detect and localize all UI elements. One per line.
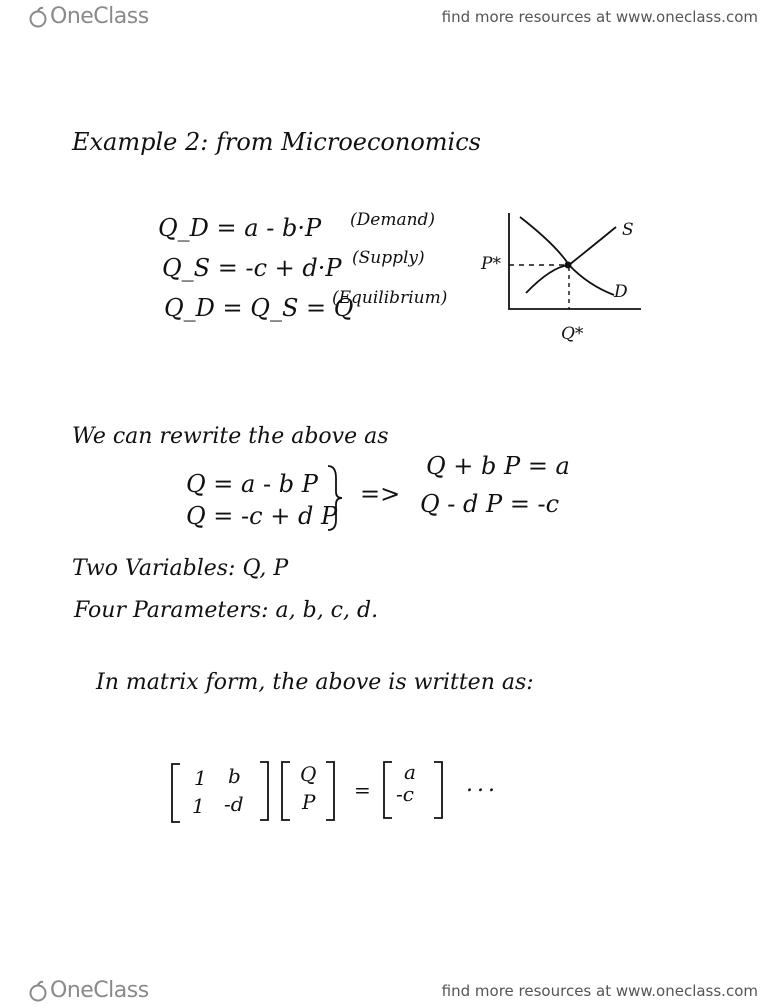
price-star-label: P* [481, 254, 501, 274]
equilibrium-label: (Equilibrium) [332, 288, 448, 308]
rewrite-demand: Q = a - b P [186, 470, 318, 498]
supply-curve-label: S [622, 220, 634, 240]
linear-eq-1: Q + b P = a [426, 452, 570, 480]
rewrite-brace [324, 462, 346, 534]
matrix-intro: In matrix form, the above is written as: [96, 670, 534, 695]
matrix-a22: -d [224, 792, 244, 816]
vector-b1: a [404, 760, 416, 784]
oneclass-brand[interactable] [28, 4, 149, 29]
matrix-brackets [168, 760, 468, 830]
demand-curve [520, 217, 614, 295]
variables-line: Two Variables: Q, P [72, 556, 289, 581]
linear-eq-2: Q - d P = -c [420, 490, 560, 518]
equilibrium-equation: Q_D = Q_S = Q [164, 294, 354, 322]
matrix-equation [168, 760, 468, 830]
vector-x1: Q [300, 762, 317, 786]
supply-label: (Supply) [352, 248, 425, 268]
oneclass-brand-footer[interactable] [28, 978, 149, 1003]
vector-x2: P [302, 790, 316, 814]
brand-name: OneClass [50, 4, 149, 29]
page-header [0, 0, 784, 34]
demand-equation: Q_D = a - b·P [158, 214, 322, 242]
brand-name-footer: OneClass [50, 978, 149, 1003]
implies-arrow: => [360, 480, 401, 508]
matrix-a21: 1 [192, 794, 205, 818]
resources-link-footer[interactable]: find more resources at www.oneclass.com [441, 982, 758, 1000]
supply-curve [526, 227, 616, 293]
supply-equation: Q_S = -c + d·P [162, 254, 342, 282]
note-title: Example 2: from Microeconomics [72, 128, 481, 156]
matrix-a12: b [228, 764, 241, 788]
matrix-equals: = [354, 778, 371, 802]
oneclass-logo-icon [28, 980, 48, 1002]
rewrite-intro: We can rewrite the above as [72, 424, 389, 449]
demand-label: (Demand) [350, 210, 436, 230]
parameters-line: Four Parameters: a, b, c, d. [74, 598, 379, 623]
demand-curve-label: D [614, 282, 628, 302]
resources-link[interactable]: find more resources at www.oneclass.com [441, 8, 758, 26]
oneclass-logo-icon [28, 6, 48, 28]
vector-b2: -c [396, 782, 414, 806]
matrix-a11: 1 [194, 766, 207, 790]
page-footer [0, 974, 784, 1008]
rewrite-supply: Q = -c + d P [186, 502, 338, 530]
ellipsis: ... [466, 772, 499, 797]
equilibrium-point [565, 262, 572, 269]
quantity-star-label: Q* [561, 324, 584, 344]
